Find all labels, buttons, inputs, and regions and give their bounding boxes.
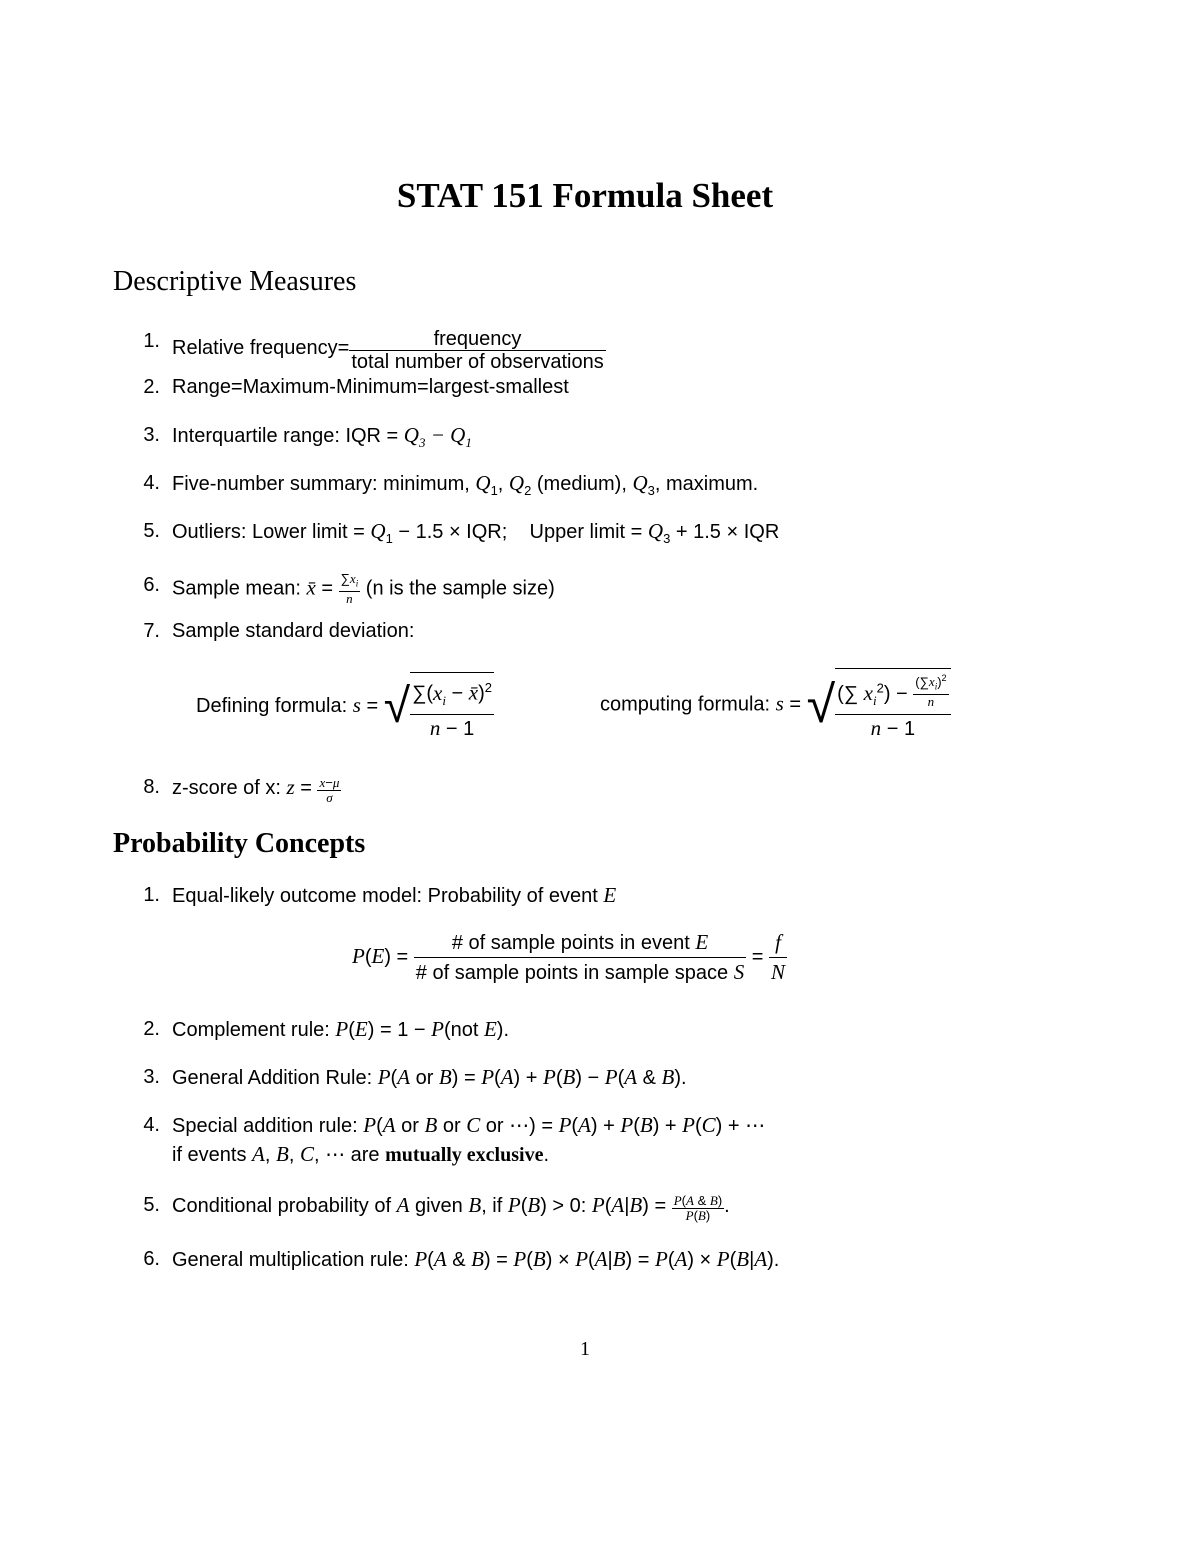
- numerator: frequency: [433, 328, 522, 350]
- numerator: # of sample points in event: [451, 932, 696, 954]
- formula-label: Complement rule:: [172, 1019, 336, 1041]
- item-number: 5.: [143, 520, 160, 542]
- formula-label: Conditional probability of: [172, 1195, 397, 1217]
- condition-mid: are: [345, 1144, 386, 1166]
- item-number: 7.: [143, 620, 160, 642]
- equal-likely-model: Equal-likely outcome model: Probability of event E: [172, 883, 617, 907]
- condition-prefix: if events: [172, 1144, 253, 1166]
- item-number: 5.: [143, 1194, 160, 1216]
- page-title: STAT 151 Formula Sheet: [396, 176, 774, 215]
- upper-limit-label: Upper limit =: [529, 521, 648, 543]
- fraction: $\frac{\sum x_i}{n}$: [340, 571, 359, 606]
- computing-formula: computing formula: s = √ (∑ $x_i^2$) − $\frac{(\sum x_i)^2}{n}$ n − 1: [600, 668, 951, 744]
- formula-label: General multiplication rule:: [172, 1249, 415, 1271]
- formula-label: Special addition rule:: [172, 1115, 364, 1137]
- condition-text: , if: [481, 1195, 508, 1217]
- formula-label: Interquartile range: IQR =: [172, 425, 404, 447]
- section-heading-descriptive: Descriptive Measures: [113, 266, 357, 297]
- item-number: 4.: [143, 472, 160, 494]
- general-addition-rule: General Addition Rule: P(A or B) = P(A) + P(B) − P(A & B).: [172, 1065, 687, 1089]
- formula-label: Outliers: Lower limit =: [172, 521, 371, 543]
- item-number: 6.: [143, 1248, 160, 1270]
- section-heading-probability: Probability Concepts: [113, 828, 366, 859]
- given-text: given: [409, 1195, 469, 1217]
- iqr-formula: [172, 422, 472, 456]
- denominator: total number of observations: [351, 351, 604, 373]
- item-number: 1.: [143, 330, 160, 352]
- conditional-probability: Conditional probability of A given B, if P(B) > 0: P(A|B) = $\frac{P(A \& B)}{P(B)}$ .: [172, 1193, 730, 1223]
- formula-label: Five-number summary: minimum,: [172, 473, 476, 495]
- sqrt: √ $\frac{\sum(x_i - x̄)^2}{n - 1}$: [384, 672, 494, 742]
- formula-label: z-score of x:: [172, 777, 287, 799]
- special-addition-condition: if events A, B, C, ⋯ are mutually exclusive.: [172, 1142, 550, 1166]
- fraction: $\frac{f}{N}$: [769, 928, 787, 987]
- fraction: $\frac{P(A \& B)}{P(B)}$: [673, 1193, 723, 1223]
- item-number: 4.: [143, 1114, 160, 1136]
- item-number: 3.: [143, 424, 160, 446]
- formula-label: General Addition Rule:: [172, 1067, 378, 1089]
- fraction: $\frac{x-\mu}{\sigma}$: [319, 775, 340, 805]
- list-item: [0, 772, 1200, 806]
- list-item: [0, 1186, 1200, 1226]
- formula-label: Equal-likely outcome model: Probability of event: [172, 885, 604, 907]
- iqr-expression: $Q_3 - Q_1$: [403, 423, 472, 451]
- sqrt: √ (∑ $x_i^2$) − $\frac{(\sum x_i)^2}{n}$ n − 1: [807, 668, 951, 742]
- item-number: 1.: [143, 884, 160, 906]
- fraction: $\frac{\text{\# of sample points in event E}}{\text{\# of sample points in sample space S}}$: [414, 928, 746, 987]
- special-addition-rule: Special addition rule: P(A or B or C or ⋯) = P(A) + P(B) + P(C) + ⋯: [172, 1113, 766, 1137]
- z-score-formula: z-score of x: z = $\frac{x-\mu}{\sigma}$: [172, 775, 340, 805]
- fraction: [349, 328, 605, 373]
- complement-rule: Complement rule: P(E) = 1 − P(not E).: [172, 1017, 510, 1041]
- std-deviation-label: Sample standard deviation:: [172, 620, 415, 642]
- item-number: 2.: [143, 1018, 160, 1040]
- outliers-formula: Outliers: Lower limit = $Q_1 - 1.5$ × IQR; Upper limit = $Q_3 + 1.5$ × IQR: [172, 519, 780, 546]
- sample-size-note: (n is the sample size): [365, 577, 555, 600]
- item-number: 3.: [143, 1066, 160, 1088]
- relative-frequency-formula: [172, 328, 606, 373]
- defining-formula: Defining formula: s = √ $\frac{\sum(x_i - x̄)^2}{n - 1}$: [196, 672, 494, 742]
- formula-label: Sample mean:: [172, 577, 307, 600]
- item-number: 8.: [143, 776, 160, 798]
- formula-label: Relative frequency=: [172, 337, 350, 359]
- equal-likely-formula: P(E) = $\frac{\text{\# of sample points in event E}}{\text{\# of sample points in sample space S}}$ = $\frac{f}{N}$: [352, 928, 787, 988]
- formula-label: Defining formula:: [196, 695, 353, 718]
- item-number: 6.: [143, 574, 160, 596]
- sample-mean-formula: Sample mean: x̄ = $\frac{\sum x_i}{n}$ (n is the sample size): [172, 571, 555, 606]
- general-multiplication-rule: General multiplication rule: P(A & B) = P(B) × P(A|B) = P(A) × P(B|A).: [172, 1247, 780, 1271]
- five-number-summary: Five-number summary: minimum, $Q_1$, $Q_2$ (medium), $Q_3$, maximum.: [172, 471, 759, 498]
- range-formula: Range=Maximum-Minimum=largest-smallest: [172, 376, 569, 398]
- formula-label: computing formula:: [600, 693, 776, 716]
- item-number: 2.: [143, 376, 160, 398]
- page-number: 1: [580, 1338, 590, 1360]
- denominator: # of sample points in sample space: [415, 962, 734, 984]
- mutually-exclusive-text: mutually exclusive: [385, 1144, 544, 1166]
- list-item: [0, 562, 1200, 606]
- list-item: [0, 318, 1200, 373]
